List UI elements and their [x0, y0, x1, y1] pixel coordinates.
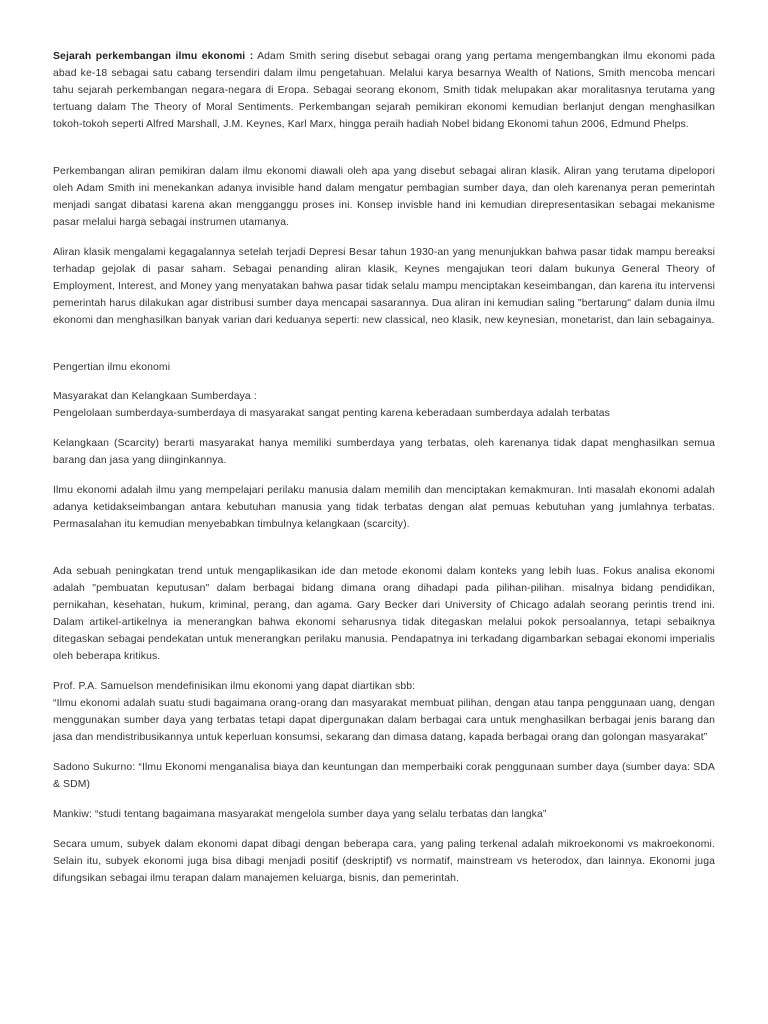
paragraph-keynes: Aliran klasik mengalami kegagalannya setelah terjadi Depresi Besar tahun 1930-an yang menunjukkan bahwa pasar tidak mampu bereaksi terhadap gejolak di pasar saham. Sebagai penanding aliran klasik, Keynes mengajukan teori dalam bukunya General Theory of Employment, Interest, and Money yang menyatakan bahwa pasar tidak selalu mampu menciptakan keseimbangan, dan karena itu intervensi pemerintah harus dilakukan agar distribusi sumber daya mencapai sasarannya. Dua aliran ini kemudian saling "bertarung" dalam dunia ilmu ekonomi dan menghasilkan banyak varian dari keduanya seperti: new classical, neo klasik, new keynesian, monetarist, dan lain sebagainya.	[53, 247, 715, 326]
paragraph-kelangkaan: Kelangkaan (Scarcity) berarti masyarakat hanya memiliki sumberdaya yang terbatas, oleh karenanya tidak dapat menghasilkan semua barang dan jasa yang diinginkannya.	[53, 438, 715, 466]
masyarakat-text: Pengelolaan sumberdaya-sumberdaya di masyarakat sangat penting karena keberadaan sumberdaya adalah terbatas	[53, 408, 610, 419]
paragraph-sejarah	[53, 48, 715, 133]
samuelson-quote: “Ilmu ekonomi adalah suatu studi bagaimana orang-orang dan masyarakat membuat pilihan, dengan atau tanpa penggunaan uang, dengan menggunakan sumber daya yang terbatas tetapi dapat dipergunakan dalam berbagai cara untuk menghasilkan berbagai jenis barang dan jasa dan mendistribusikannya untuk keperluan konsumsi, sekarang dan dimasa datang, kapada berbagai orang dan golongan masyarakat”	[53, 698, 715, 743]
masyarakat-title: Masyarakat dan Kelangkaan Sumberdaya :	[53, 391, 257, 402]
paragraph-sadono: Sadono Sukurno: “Ilmu Ekonomi menganalisa biaya dan keuntungan dan memperbaiki corak penggunaan sumber daya (sumber daya: SDA & SDM)	[53, 762, 715, 790]
paragraph-secara-umum: Secara umum, subyek dalam ekonomi dapat dibagi dengan beberapa cara, yang paling terkenal adalah mikroekonomi vs makroekonomi. Selain itu, subyek ekonomi juga bisa dibagi menjadi positif (deskriptif) vs normatif, mainstream vs heterodox, dan lainnya. Ekonomi juga difungsikan sebagai ilmu terapan dalam manajemen keluarga, bisnis, dan pemerintah.	[53, 839, 715, 884]
paragraph-mankiw: Mankiw: “studi tentang bagaimana masyarakat mengelola sumber daya yang selalu terbatas dan langka”	[53, 809, 547, 820]
document-body	[53, 48, 715, 887]
samuelson-intro: Prof. P.A. Samuelson mendefinisikan ilmu ekonomi yang dapat diartikan sbb:	[53, 681, 416, 692]
heading-pengertian: Pengertian ilmu ekonomi	[53, 362, 171, 373]
paragraph-aliran-klasik: Perkembangan aliran pemikiran dalam ilmu ekonomi diawali oleh apa yang disebut sebagai aliran klasik. Aliran yang terutama dipelopori oleh Adam Smith ini menekankan adanya invisible hand dalam mengatur pembagian sumber daya, dan oleh karenanya peran pemerintah menjadi sangat dibatasi karena akan mengganggu proses ini. Konsep invisble hand ini kemudian direpresentasikan sebagai mekanisme pasar melalui harga sebagai instrumen utamanya.	[53, 166, 715, 228]
paragraph-trend: Ada sebuah peningkatan trend untuk mengaplikasikan ide dan metode ekonomi dalam konteks yang lebih luas. Fokus analisa ekonomi adalah "pembuatan keputusan" dalam berbagai bidang dimana orang dihadapi pada pilihan-pilihan. misalnya bidang pendidikan, pernikahan, kesehatan, hukum, kriminal, perang, dan agama. Gary Becker dari University of Chicago adalah seorang perintis trend ini. Dalam artikel-artikelnya ia menerangkan bahwa ekonomi seharusnya tidak ditegaskan melalui pokok persoalannya, tetapi sebaiknya ditegaskan sebagai pendekatan untuk menerangkan perilaku manusia. Pendapatnya ini terkadang digambarkan sebagai ekonomi imperialis oleh beberapa kritikus.	[53, 566, 715, 662]
paragraph-ilmu-ekonomi: Ilmu ekonomi adalah ilmu yang mempelajari perilaku manusia dalam memilih dan menciptakan kemakmuran. Inti masalah ekonomi adalah adanya ketidakseimbangan antara kebutuhan manusia yang tidak terbatas dengan alat pemuas kebutuhan yang jumlahnya terbatas. Permasalahan itu kemudian menyebabkan timbulnya kelangkaan (scarcity).	[53, 485, 715, 530]
paragraph-sejarah-text: Adam Smith sering disebut sebagai orang yang pertama mengembangkan ilmu ekonomi pada abad ke-18 sebagai satu cabang tersendiri dalam ilmu pengetahuan. Melalui karya besarnya Wealth of Nations, Smith mencoba mencari tahu sejarah perkembangan negara-negara di Eropa. Sebagai seorang ekonom, Smith tidak melupakan akar moralitasnya terutama yang tertuang dalam The Theory of Moral Sentiments. Perkembangan sejarah pemikiran ekonomi kemudian berlanjut dengan menghasilkan tokoh-tokoh seperti Alfred Marshall, J.M. Keynes, Karl Marx, hingga peraih hadiah Nobel bidang Ekonomi tahun 2006, Edmund Phelps.	[53, 51, 715, 130]
section-title-sejarah: Sejarah perkembangan ilmu ekonomi :	[53, 51, 254, 62]
